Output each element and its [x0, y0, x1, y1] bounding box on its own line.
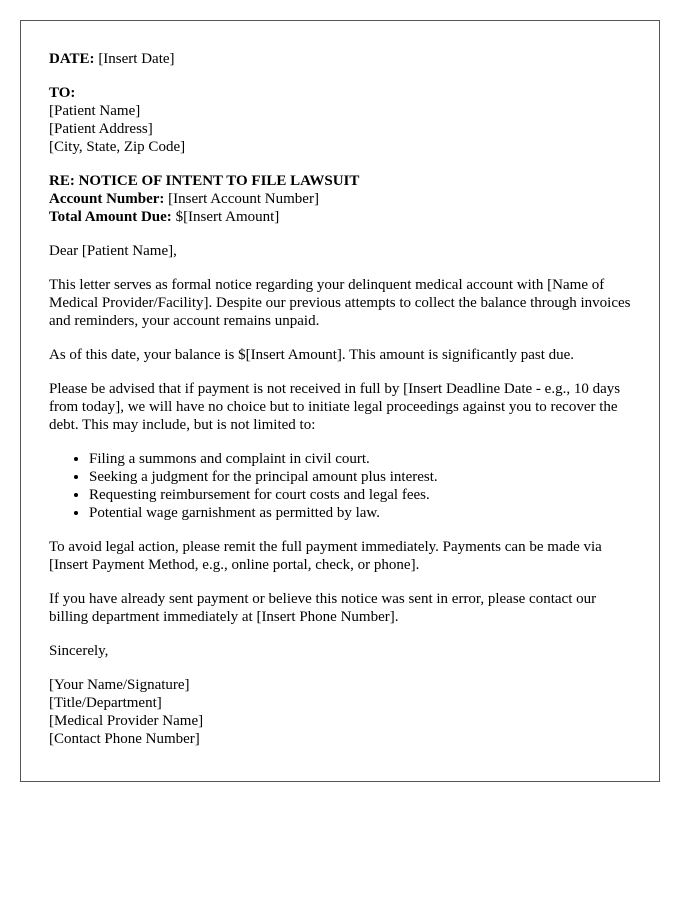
- subject-line: RE: NOTICE OF INTENT TO FILE LAWSUIT: [49, 173, 360, 189]
- amount-due-line: [49, 208, 631, 226]
- signature-name: [Your Name/Signature]: [49, 677, 190, 693]
- body-paragraph: As of this date, your balance is $[Insert Amount]. This amount is significantly past due.: [49, 347, 575, 363]
- signoff: Sincerely,: [49, 643, 109, 659]
- account-number-value: [Insert Account Number]: [168, 191, 319, 207]
- consequences-list: [49, 450, 631, 522]
- account-number-label: Account Number:: [49, 191, 165, 207]
- salutation: Dear [Patient Name],: [49, 243, 177, 259]
- closing-paragraph: If you have already sent payment or believe this notice was sent in error, please contact our billing department immediately at [Insert Phone Number].: [49, 591, 597, 625]
- date-label: DATE:: [49, 51, 95, 67]
- body-paragraph: This letter serves as formal notice regarding your delinquent medical account with [Name of Medical Provider/Facility]. Despite our previous attempts to collect the balance through invoices and reminders, your account remains unpaid.: [49, 277, 631, 329]
- account-number-line: [49, 190, 631, 208]
- recipient-city-state-zip: [City, State, Zip Code]: [49, 139, 186, 155]
- signature-phone: [Contact Phone Number]: [49, 731, 200, 747]
- closing-paragraph: To avoid legal action, please remit the full payment immediately. Payments can be made via [Insert Payment Method, e.g., online portal, check, or phone].: [49, 539, 602, 573]
- letter-document: [20, 20, 660, 782]
- date-value: [Insert Date]: [98, 51, 175, 67]
- recipient-address: [Patient Address]: [49, 121, 153, 137]
- signature-provider: [Medical Provider Name]: [49, 713, 204, 729]
- to-label: TO:: [49, 85, 76, 101]
- list-item: • Potential wage garnishment as permitted by law.: [89, 504, 631, 522]
- list-item: • Seeking a judgment for the principal amount plus interest.: [89, 468, 631, 486]
- list-item: • Requesting reimbursement for court costs and legal fees.: [89, 486, 631, 504]
- date-line: [49, 50, 631, 68]
- list-item: • Filing a summons and complaint in civil court.: [89, 450, 631, 468]
- signature-title: [Title/Department]: [49, 695, 162, 711]
- signature-block: [49, 676, 631, 748]
- recipient-name: [Patient Name]: [49, 103, 141, 119]
- body-paragraph: Please be advised that if payment is not received in full by [Insert Deadline Date - e.g., 10 days from today], we will have no choice but to initiate legal proceedings against you to recover the debt. This may include, but is not limited to:: [49, 381, 621, 433]
- recipient-block: [49, 84, 631, 156]
- subject-block: [49, 172, 631, 226]
- amount-due-label: Total Amount Due:: [49, 209, 172, 225]
- amount-due-value: $[Insert Amount]: [175, 209, 280, 225]
